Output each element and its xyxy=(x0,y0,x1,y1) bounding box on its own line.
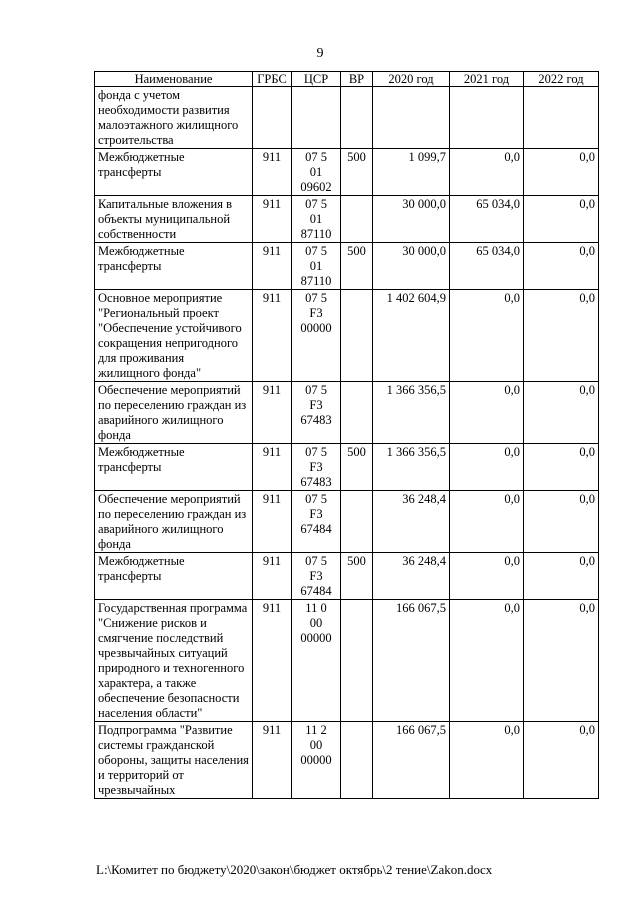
cell-csr: 07 5 01 09602 xyxy=(292,149,341,196)
cell-name: Основное мероприятие "Региональный проект "Обеспечение устойчивого сокращения непригодного для проживания жилищного фонда" xyxy=(95,290,253,382)
cell-name: Подпрограмма "Развитие системы гражданской обороны, защиты населения и территорий от чрезвычайных xyxy=(95,722,253,799)
cell-2020: 166 067,5 xyxy=(373,722,450,799)
cell-vr: 500 xyxy=(341,553,373,600)
cell-2022: 0,0 xyxy=(524,553,599,600)
cell-grbs: 911 xyxy=(253,290,292,382)
cell-csr: 07 5 01 87110 xyxy=(292,243,341,290)
cell-2020 xyxy=(373,87,450,149)
cell-vr xyxy=(341,600,373,722)
cell-csr: 07 5 F3 67483 xyxy=(292,382,341,444)
cell-csr: 07 5 F3 67483 xyxy=(292,444,341,491)
table-row xyxy=(95,290,599,382)
cell-2021: 0,0 xyxy=(450,722,524,799)
cell-2021: 65 034,0 xyxy=(450,243,524,290)
cell-2022: 0,0 xyxy=(524,243,599,290)
table-row xyxy=(95,149,599,196)
cell-grbs: 911 xyxy=(253,491,292,553)
cell-2022: 0,0 xyxy=(524,600,599,722)
cell-2022: 0,0 xyxy=(524,491,599,553)
cell-vr: 500 xyxy=(341,243,373,290)
cell-2020: 166 067,5 xyxy=(373,600,450,722)
cell-csr: 07 5 F3 67484 xyxy=(292,491,341,553)
cell-name: Межбюджетные трансферты xyxy=(95,243,253,290)
cell-2022 xyxy=(524,87,599,149)
cell-grbs: 911 xyxy=(253,600,292,722)
cell-name: фонда с учетом необходимости развития малоэтажного жилищного строительства xyxy=(95,87,253,149)
footer-file-path: L:\Комитет по бюджету\2020\закон\бюджет октябрь\2 тение\Zakon.docx xyxy=(96,862,493,877)
cell-2021: 0,0 xyxy=(450,444,524,491)
cell-vr xyxy=(341,87,373,149)
cell-grbs: 911 xyxy=(253,382,292,444)
table-row xyxy=(95,722,599,799)
cell-2022: 0,0 xyxy=(524,722,599,799)
column-header-csr: ЦСР xyxy=(292,72,341,87)
cell-2020: 36 248,4 xyxy=(373,553,450,600)
column-header-name: Наименование xyxy=(95,72,253,87)
cell-vr xyxy=(341,290,373,382)
cell-2020: 1 402 604,9 xyxy=(373,290,450,382)
cell-2020: 1 366 356,5 xyxy=(373,382,450,444)
cell-name: Межбюджетные трансферты xyxy=(95,553,253,600)
cell-2021: 0,0 xyxy=(450,290,524,382)
cell-vr xyxy=(341,722,373,799)
cell-csr: 07 5 F3 67484 xyxy=(292,553,341,600)
column-header-2020: 2020 год xyxy=(373,72,450,87)
cell-csr: 11 2 00 00000 xyxy=(292,722,341,799)
cell-vr xyxy=(341,491,373,553)
cell-2021: 0,0 xyxy=(450,382,524,444)
cell-csr: 07 5 F3 00000 xyxy=(292,290,341,382)
cell-name: Межбюджетные трансферты xyxy=(95,444,253,491)
cell-2020: 36 248,4 xyxy=(373,491,450,553)
cell-2020: 1 366 356,5 xyxy=(373,444,450,491)
column-header-2021: 2021 год xyxy=(450,72,524,87)
table-row xyxy=(95,382,599,444)
column-header-2022: 2022 год xyxy=(524,72,599,87)
cell-2022: 0,0 xyxy=(524,290,599,382)
cell-name: Межбюджетные трансферты xyxy=(95,149,253,196)
cell-vr: 500 xyxy=(341,444,373,491)
cell-2021: 0,0 xyxy=(450,600,524,722)
cell-grbs: 911 xyxy=(253,444,292,491)
cell-vr xyxy=(341,382,373,444)
cell-vr xyxy=(341,196,373,243)
cell-2021: 65 034,0 xyxy=(450,196,524,243)
cell-2022: 0,0 xyxy=(524,444,599,491)
cell-2022: 0,0 xyxy=(524,149,599,196)
table-row xyxy=(95,600,599,722)
cell-name: Обеспечение мероприятий по переселению граждан из аварийного жилищного фонда xyxy=(95,491,253,553)
cell-csr xyxy=(292,87,341,149)
cell-2022: 0,0 xyxy=(524,382,599,444)
cell-2021: 0,0 xyxy=(450,149,524,196)
cell-2020: 1 099,7 xyxy=(373,149,450,196)
column-header-vr: ВР xyxy=(341,72,373,87)
cell-csr: 11 0 00 00000 xyxy=(292,600,341,722)
table-row xyxy=(95,243,599,290)
table-row xyxy=(95,444,599,491)
column-header-grbs: ГРБС xyxy=(253,72,292,87)
cell-vr: 500 xyxy=(341,149,373,196)
cell-grbs xyxy=(253,87,292,149)
cell-2021: 0,0 xyxy=(450,491,524,553)
cell-name: Государственная программа "Снижение рисков и смягчение последствий чрезвычайных ситуаций природного и техногенного характера, а также обеспечение безопасности населения области" xyxy=(95,600,253,722)
cell-name: Обеспечение мероприятий по переселению граждан из аварийного жилищного фонда xyxy=(95,382,253,444)
cell-2021: 0,0 xyxy=(450,553,524,600)
cell-grbs: 911 xyxy=(253,553,292,600)
table-row xyxy=(95,87,599,149)
budget-table xyxy=(94,71,599,799)
table-row xyxy=(95,491,599,553)
cell-name: Капитальные вложения в объекты муниципальной собственности xyxy=(95,196,253,243)
table-row xyxy=(95,553,599,600)
cell-grbs: 911 xyxy=(253,196,292,243)
cell-csr: 07 5 01 87110 xyxy=(292,196,341,243)
cell-grbs: 911 xyxy=(253,243,292,290)
table-header-row xyxy=(95,72,599,87)
cell-2021 xyxy=(450,87,524,149)
cell-grbs: 911 xyxy=(253,149,292,196)
page-number: 9 xyxy=(316,46,324,61)
cell-grbs: 911 xyxy=(253,722,292,799)
cell-2020: 30 000,0 xyxy=(373,196,450,243)
cell-2020: 30 000,0 xyxy=(373,243,450,290)
table-row xyxy=(95,196,599,243)
cell-2022: 0,0 xyxy=(524,196,599,243)
